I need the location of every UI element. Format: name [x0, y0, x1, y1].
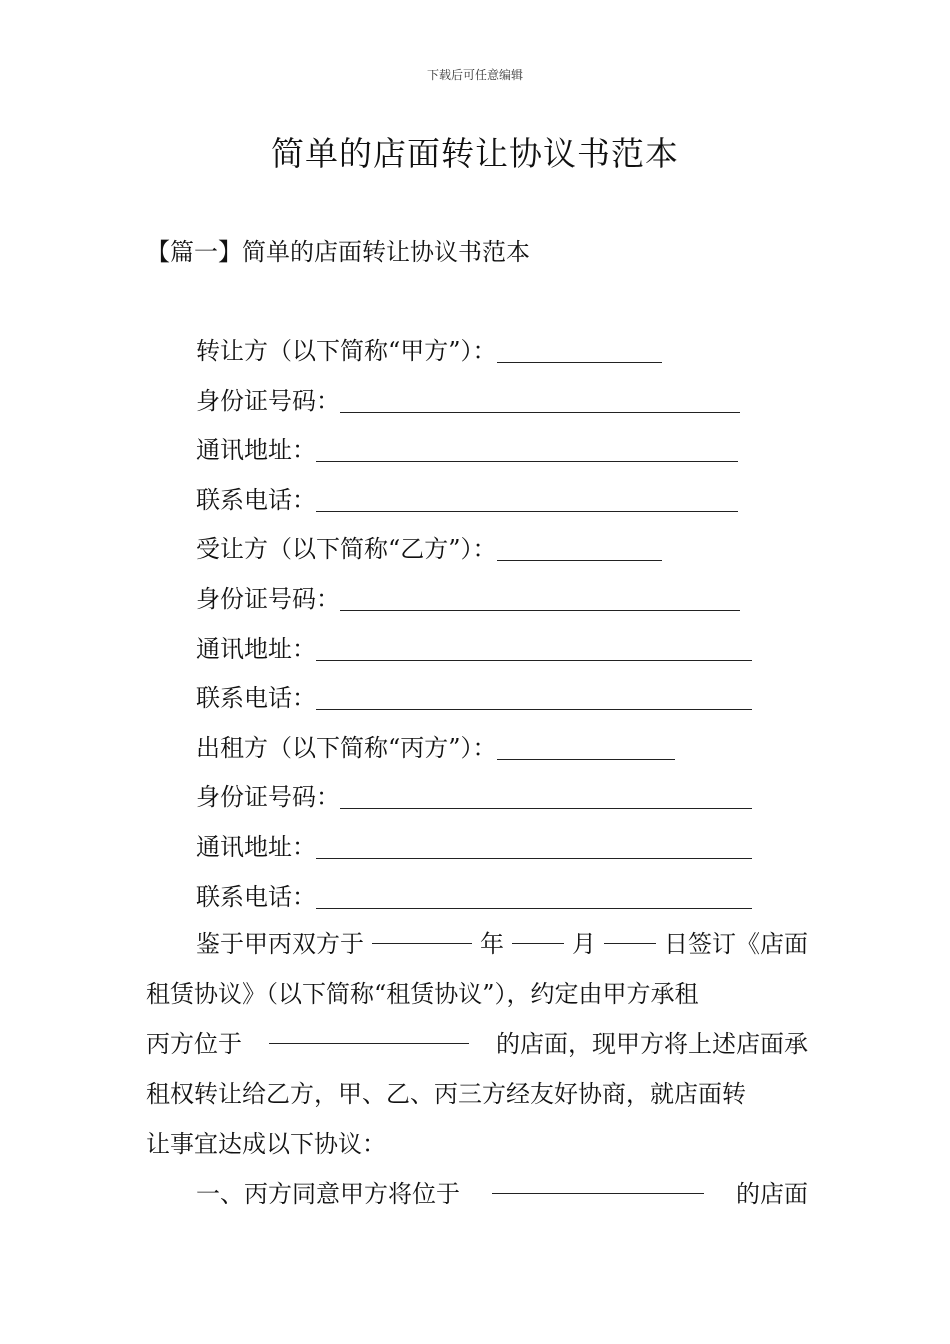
field-label: 通讯地址： — [196, 833, 316, 861]
field-label: 通讯地址： — [196, 635, 316, 663]
field-blank-line[interactable] — [497, 338, 662, 363]
info-field-row — [196, 385, 740, 417]
paragraph-line — [146, 1019, 808, 1069]
section-heading: 【篇一】简单的店面转让协议书范本 — [146, 238, 530, 266]
clause-one — [146, 1169, 808, 1219]
year-blank[interactable] — [372, 919, 472, 944]
text-segment: 租赁协议》（以下简称“租赁协议”），约定由甲方承租 — [146, 980, 699, 1008]
day-blank[interactable] — [604, 919, 656, 944]
document-title: 简单的店面转让协议书范本 — [271, 134, 679, 173]
field-label: 通讯地址： — [196, 436, 316, 464]
field-label: 转让方（以下简称“甲方”）： — [196, 337, 497, 365]
field-blank-line[interactable] — [316, 487, 738, 512]
paragraph-line — [146, 919, 808, 969]
field-blank-line[interactable] — [340, 586, 740, 611]
info-field-row — [196, 335, 662, 367]
text-segment: 让事宜达成以下协议： — [146, 1130, 386, 1158]
field-blank-line[interactable] — [497, 536, 662, 561]
field-label: 身份证号码： — [196, 585, 340, 613]
field-blank-line[interactable] — [316, 437, 738, 462]
text-segment: 的店面，现甲方将上述店面承 — [496, 1030, 808, 1058]
field-label: 出租方（以下简称“丙方”）： — [196, 734, 497, 762]
month-blank[interactable] — [512, 919, 564, 944]
info-field-row — [196, 682, 752, 714]
info-field-row — [196, 533, 662, 565]
field-label: 受让方（以下简称“乙方”）： — [196, 535, 497, 563]
location-blank[interactable] — [269, 1019, 469, 1044]
info-field-row — [196, 434, 738, 466]
field-blank-line[interactable] — [316, 636, 752, 661]
paragraph-line — [146, 1169, 808, 1219]
field-blank-line[interactable] — [497, 735, 675, 760]
info-field-row — [196, 781, 752, 813]
text-segment: 丙方位于 — [146, 1030, 242, 1058]
text-segment: 日签订《店面 — [664, 930, 808, 958]
field-label: 联系电话： — [196, 684, 316, 712]
text-segment: 月 — [572, 930, 596, 958]
field-blank-line[interactable] — [340, 388, 740, 413]
field-blank-line[interactable] — [316, 685, 752, 710]
field-blank-line[interactable] — [316, 834, 752, 859]
text-segment: 年 — [480, 930, 504, 958]
location-blank[interactable] — [492, 1169, 704, 1194]
paragraph-line — [146, 1069, 808, 1119]
field-label: 身份证号码： — [196, 387, 340, 415]
info-field-row — [196, 732, 675, 764]
info-field-row — [196, 831, 752, 863]
field-label: 身份证号码： — [196, 783, 340, 811]
intro-paragraph — [146, 919, 808, 1169]
info-field-row — [196, 633, 752, 665]
text-segment: 租权转让给乙方，甲、乙、丙三方经友好协商，就店面转 — [146, 1080, 746, 1108]
field-blank-line[interactable] — [316, 884, 752, 909]
field-blank-line[interactable] — [340, 784, 752, 809]
text-segment: 一、丙方同意甲方将位于 — [196, 1180, 460, 1208]
info-field-row — [196, 583, 740, 615]
info-field-row — [196, 484, 738, 516]
text-segment: 的店面 — [736, 1180, 808, 1208]
paragraph-line — [146, 969, 808, 1019]
text-segment: 鉴于甲丙双方于 — [196, 930, 364, 958]
header-note: 下载后可任意编辑 — [426, 68, 523, 82]
field-label: 联系电话： — [196, 883, 316, 911]
paragraph-line — [146, 1119, 808, 1169]
info-field-row — [196, 881, 752, 913]
field-label: 联系电话： — [196, 486, 316, 514]
